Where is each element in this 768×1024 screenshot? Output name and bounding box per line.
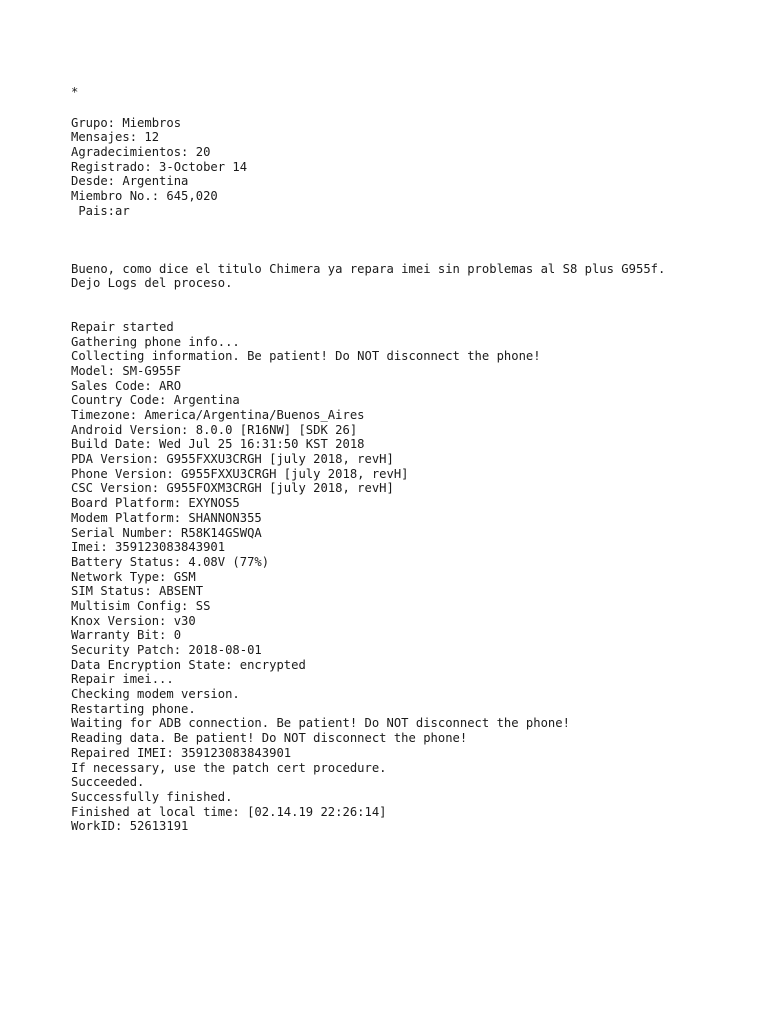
log-line: PDA Version: G955FXXU3CRGH [july 2018, revH] xyxy=(71,452,394,467)
intro-line: Bueno, como dice el titulo Chimera ya repara imei sin problemas al S8 plus G955f. xyxy=(71,261,666,276)
log-line: Build Date: Wed Jul 25 16:31:50 KST 2018 xyxy=(71,437,365,452)
log-line: Board Platform: EXYNOS5 xyxy=(71,496,240,511)
asterisk-marker: * xyxy=(71,85,79,99)
spacer xyxy=(71,219,748,262)
log-line: Repaired IMEI: 359123083843901 xyxy=(71,745,292,760)
document-page xyxy=(71,85,748,834)
log-line: Successfully finished. xyxy=(71,789,233,804)
log-line: Phone Version: G955FXXU3CRGH [july 2018, revH] xyxy=(71,466,409,481)
log-line: Collecting information. Be patient! Do NOT disconnect the phone! xyxy=(71,349,541,364)
log-line: Android Version: 8.0.0 [R16NW] [SDK 26] xyxy=(71,422,358,437)
log-line: SIM Status: ABSENT xyxy=(71,584,204,599)
log-line: Imei: 359123083843901 xyxy=(71,540,226,555)
log-line: Reading data. Be patient! Do NOT disconnect the phone! xyxy=(71,731,468,746)
log-line: Sales Code: ARO xyxy=(71,378,182,393)
log-line: Repair imei... xyxy=(71,672,174,687)
profile-member-number: Miembro No.: 645,020 xyxy=(71,189,218,204)
log-line: Battery Status: 4.08V (77%) xyxy=(71,554,270,569)
spacer xyxy=(71,291,748,320)
log-line: WorkID: 52613191 xyxy=(71,819,189,834)
intro-text xyxy=(71,262,748,291)
profile-from: Desde: Argentina xyxy=(71,174,189,189)
log-line: Security Patch: 2018-08-01 xyxy=(71,643,262,657)
log-line: Repair started xyxy=(71,319,174,334)
log-line: Data Encryption State: encrypted xyxy=(71,657,306,672)
log-line: Modem Platform: SHANNON355 xyxy=(71,510,262,525)
log-line: Timezone: America/Argentina/Buenos_Aires xyxy=(71,408,365,422)
log-line: Warranty Bit: 0 xyxy=(71,628,182,643)
profile-messages: Mensajes: 12 xyxy=(71,130,160,145)
log-line: Checking modem version. xyxy=(71,687,240,702)
profile-registered: Registrado: 3-October 14 xyxy=(71,159,248,174)
log-line: Multisim Config: SS xyxy=(71,598,211,613)
log-line: Serial Number: R58K14GSWQA xyxy=(71,525,262,540)
member-profile xyxy=(71,116,748,219)
profile-group: Grupo: Miembros xyxy=(71,115,182,130)
log-line: CSC Version: G955FOXM3CRGH [july 2018, revH] xyxy=(71,481,394,496)
log-line: Restarting phone. xyxy=(71,701,196,716)
log-line: Succeeded. xyxy=(71,775,145,790)
log-line: Finished at local time: [02.14.19 22:26:14] xyxy=(71,804,387,819)
log-line: Model: SM-G955F xyxy=(71,363,182,378)
profile-thanks: Agradecimientos: 20 xyxy=(71,145,211,160)
spacer xyxy=(71,100,748,116)
log-line: If necessary, use the patch cert procedure. xyxy=(71,760,387,775)
repair-log xyxy=(71,320,748,834)
log-line: Country Code: Argentina xyxy=(71,393,240,408)
log-line: Knox Version: v30 xyxy=(71,613,196,628)
log-line: Waiting for ADB connection. Be patient! Do NOT disconnect the phone! xyxy=(71,716,570,731)
log-line: Network Type: GSM xyxy=(71,569,196,584)
log-line: Gathering phone info... xyxy=(71,334,240,349)
intro-line: Dejo Logs del proceso. xyxy=(71,276,233,291)
profile-country: Pais:ar xyxy=(71,203,130,218)
